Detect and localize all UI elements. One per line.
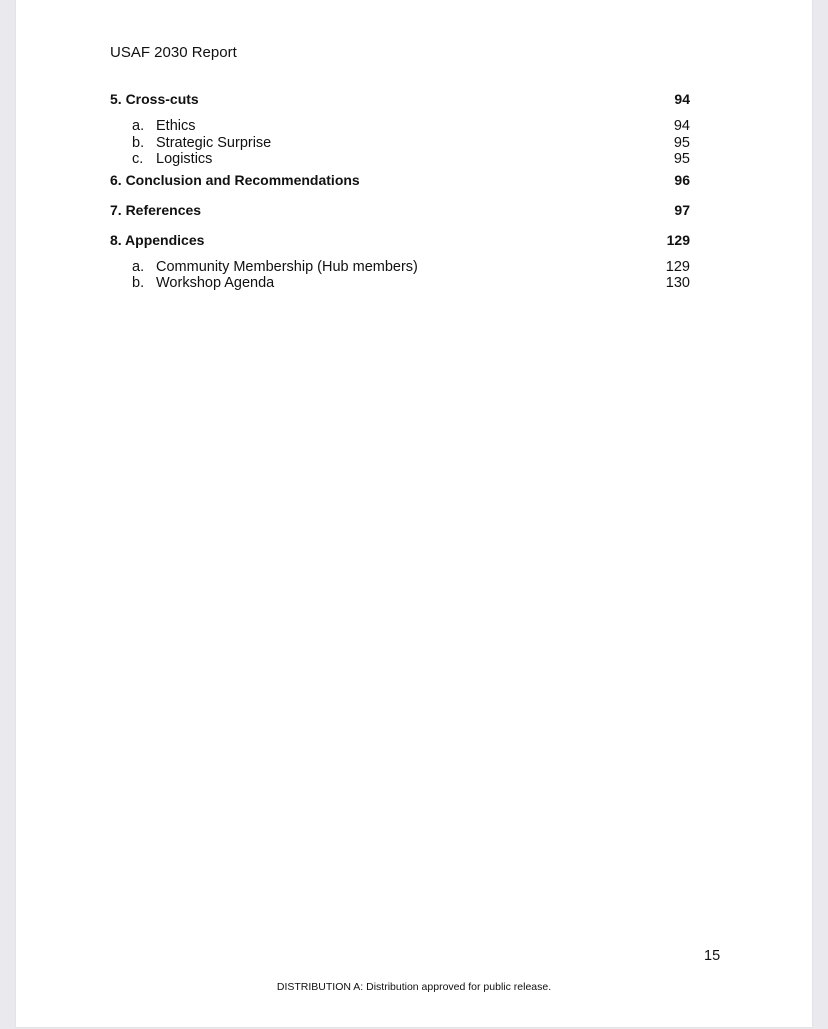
toc-item-label: Workshop Agenda xyxy=(156,275,275,291)
toc-page-number: 130 xyxy=(665,275,690,291)
toc-item-ethics[interactable] xyxy=(110,118,690,135)
toc-item-label: Strategic Surprise xyxy=(156,134,272,151)
toc-item-community-membership[interactable] xyxy=(110,259,690,276)
toc-item-label: Community Membership (Hub members) xyxy=(156,258,418,275)
toc-page-number: 97 xyxy=(674,201,690,218)
table-of-contents xyxy=(110,91,690,292)
toc-page-number: 129 xyxy=(665,258,690,275)
toc-page-number: 94 xyxy=(673,118,690,134)
toc-page-number: 95 xyxy=(673,134,690,151)
toc-section-label: 5. Cross-cuts xyxy=(110,91,199,107)
toc-section-label: 8. Appendices xyxy=(110,231,205,248)
toc-page-number: 95 xyxy=(673,151,690,167)
distribution-footer: DISTRIBUTION A: Distribution approved for public release. xyxy=(276,981,552,993)
toc-item-strategic-surprise[interactable] xyxy=(110,135,690,152)
toc-page-number: 129 xyxy=(666,231,690,248)
page-number: 15 xyxy=(704,948,721,964)
toc-section-6[interactable] xyxy=(110,172,690,189)
toc-section-label: 6. Conclusion and Recommendations xyxy=(110,171,360,188)
toc-section-7[interactable] xyxy=(110,202,690,219)
toc-item-workshop-agenda[interactable] xyxy=(110,275,690,292)
toc-item-letter: c. xyxy=(132,151,144,167)
toc-item-letter: a. xyxy=(132,118,145,134)
toc-section-8[interactable] xyxy=(110,232,690,249)
running-header: USAF 2030 Report xyxy=(110,44,237,61)
toc-item-letter: b. xyxy=(132,134,145,151)
toc-item-label: Logistics xyxy=(156,151,213,167)
toc-page-number: 96 xyxy=(674,171,690,188)
toc-section-label: 7. References xyxy=(110,201,202,218)
toc-page-number: 94 xyxy=(674,91,690,107)
toc-item-label: Ethics xyxy=(156,118,196,134)
toc-section-5[interactable] xyxy=(110,91,690,108)
document-page xyxy=(16,0,812,1027)
toc-item-letter: a. xyxy=(132,258,145,275)
toc-item-letter: b. xyxy=(132,275,145,291)
toc-item-logistics[interactable] xyxy=(110,151,690,168)
